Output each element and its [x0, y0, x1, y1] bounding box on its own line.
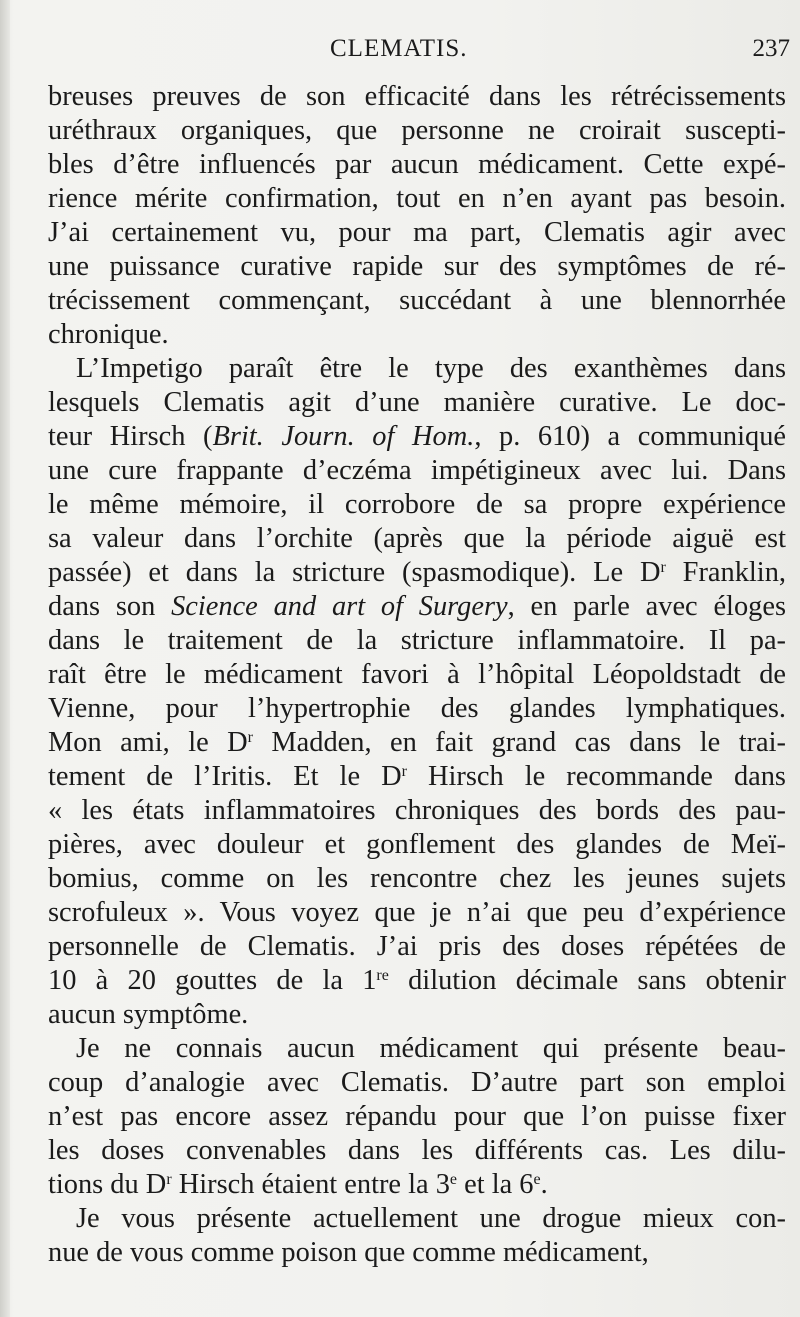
running-title: CLEMATIS. [330, 35, 468, 62]
text-run: tement de l’Iritis. Et le D [48, 761, 402, 792]
text-run: le même mémoire, il corrobore de sa propre expérience [48, 489, 786, 520]
text-line [48, 726, 786, 760]
text-run: 10 à 20 gouttes de la 1 [48, 965, 377, 996]
text-line [48, 1134, 786, 1168]
text-line [48, 556, 786, 590]
text-run: , en parle avec éloges [507, 591, 786, 622]
text-run: uréthraux organiques, que personne ne croirait suscepti- [48, 115, 786, 146]
text-line [48, 250, 786, 284]
text-line [48, 386, 786, 420]
text-line [48, 964, 786, 998]
text-line [48, 318, 786, 352]
text-run: nue de vous comme poison que comme médicament, [48, 1237, 649, 1268]
text-run: Mon ami, le D [48, 727, 248, 758]
text-line [48, 182, 786, 216]
text-run: , p. 610) a communiqué [474, 421, 787, 452]
text-run: rience mérite confirmation, tout en n’en ayant pas besoin. [48, 183, 786, 214]
text-run: raît être le médicament favori à l’hôpital Léopoldstadt de [48, 659, 786, 690]
paragraph [48, 80, 786, 352]
text-run: Madden, en fait grand cas dans le trai- [252, 727, 786, 758]
italic-title: Brit. Journ. of Hom. [212, 421, 475, 452]
text-run: chronique. [48, 319, 169, 350]
text-line [48, 80, 786, 114]
text-run: personnelle de Clematis. J’ai pris des doses répétées de [48, 931, 786, 962]
text-line [48, 1066, 786, 1100]
text-run: bles d’être influencés par aucun médicament. Cette expé- [48, 149, 786, 180]
text-line [48, 658, 786, 692]
text-run: Je ne connais aucun médicament qui présente beau- [76, 1033, 786, 1064]
text-run: coup d’analogie avec Clematis. D’autre part son emploi [48, 1067, 786, 1098]
text-line [48, 590, 786, 624]
text-run: dilution décimale sans obtenir [388, 965, 786, 996]
italic-title: Science and art of Surgery [171, 591, 508, 622]
text-line [48, 454, 786, 488]
text-run: breuses preuves de son efficacité dans les rétrécissements [48, 81, 786, 112]
text-run: . [540, 1169, 548, 1200]
page-number: 237 [752, 35, 790, 62]
text-run: trécissement commençant, succédant à une blennorrhée [48, 285, 786, 316]
superscript: r [660, 559, 666, 576]
body-text [48, 80, 786, 1270]
text-line [48, 216, 786, 250]
text-run: scrofuleux ». Vous voyez que je n’ai que peu d’expérience [48, 897, 786, 928]
paragraph [48, 1202, 786, 1270]
paragraph [48, 1032, 786, 1202]
text-line [48, 1168, 786, 1202]
text-run: lesquels Clematis agit d’une manière curative. Le doc- [48, 387, 786, 418]
superscript: r [247, 729, 253, 746]
text-run: passée) et dans la stricture (spasmodique). Le D [48, 557, 661, 588]
text-line [48, 420, 786, 454]
text-run: dans son [48, 591, 172, 622]
text-line [48, 998, 786, 1032]
text-line [48, 624, 786, 658]
superscript: e [533, 1171, 541, 1188]
text-line [48, 1236, 786, 1270]
superscript: e [449, 1171, 458, 1188]
superscript: re [376, 967, 389, 984]
text-line [48, 114, 786, 148]
paragraph [48, 352, 786, 1032]
text-line [48, 896, 786, 930]
text-run: J’ai certainement vu, pour ma part, Clematis agir avec [48, 217, 786, 248]
text-run: Je vous présente actuellement une drogue mieux con- [76, 1203, 786, 1234]
text-run: pières, avec douleur et gonflement des glandes de Meï- [48, 829, 786, 860]
text-line [48, 760, 786, 794]
text-line [48, 522, 786, 556]
text-run: L’Impetigo paraît être le type des exanthèmes dans [76, 353, 786, 384]
text-line [48, 828, 786, 862]
text-run: bomius, comme on les rencontre chez les jeunes sujets [48, 863, 786, 894]
text-line [48, 930, 786, 964]
text-run: aucun symptôme. [48, 999, 249, 1030]
text-run: tions du D [48, 1169, 167, 1200]
page-header [48, 35, 790, 75]
text-run: dans le traitement de la stricture inflammatoire. Il pa- [48, 625, 786, 656]
text-line [48, 794, 786, 828]
text-line [48, 352, 786, 386]
text-run: Hirsch étaient entre la 3 [171, 1169, 450, 1200]
text-run: n’est pas encore assez répandu pour que l’on puisse fixer [48, 1101, 786, 1132]
text-line [48, 284, 786, 318]
superscript: r [401, 763, 407, 780]
text-line [48, 1100, 786, 1134]
superscript: r [166, 1171, 172, 1188]
text-line [48, 1032, 786, 1066]
text-run: et la 6 [457, 1169, 534, 1200]
text-line [48, 862, 786, 896]
text-run: une puissance curative rapide sur des symptômes de ré- [48, 251, 786, 282]
text-line [48, 488, 786, 522]
text-line [48, 692, 786, 726]
text-run: teur Hirsch ( [48, 421, 213, 452]
text-run: sa valeur dans l’orchite (après que la période aiguë est [48, 523, 786, 554]
text-run: « les états inflammatoires chroniques des bords des pau- [48, 795, 786, 826]
text-run: Vienne, pour l’hypertrophie des glandes lymphatiques. [48, 693, 786, 724]
text-run: une cure frappante d’eczéma impétigineux avec lui. Dans [48, 455, 786, 486]
text-line [48, 148, 786, 182]
page-gutter-shadow [0, 0, 10, 1317]
text-run: Franklin, [665, 557, 786, 588]
text-line [48, 1202, 786, 1236]
text-run: les doses convenables dans les différents cas. Les dilu- [48, 1135, 786, 1166]
text-run: Hirsch le recommande dans [406, 761, 786, 792]
